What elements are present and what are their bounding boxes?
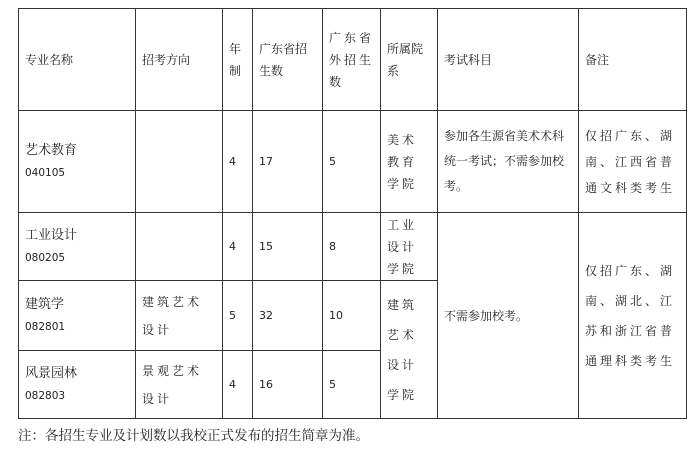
table-row	[19, 111, 687, 213]
header-major: 专业名称	[19, 9, 136, 111]
header-row	[19, 9, 687, 111]
major-code: 080205	[25, 251, 66, 264]
years-cell: 5	[223, 281, 253, 351]
header-exam: 考试科目	[438, 9, 579, 111]
major-cell	[19, 213, 136, 281]
remarks-cell: 仅招广东、湖南、湖北、江苏和浙江省普通理科类考生	[579, 213, 687, 419]
header-direction: 招考方向	[136, 9, 223, 111]
outside-quota-cell: 10	[323, 281, 381, 351]
direction-cell: 景观艺术设计	[136, 351, 223, 419]
gd-quota-cell: 16	[253, 351, 323, 419]
direction-cell	[136, 111, 223, 213]
gd-quota-cell: 15	[253, 213, 323, 281]
major-cell	[19, 351, 136, 419]
admission-table-frame	[18, 8, 686, 418]
footnote: 注：各招生专业及计划数以我校正式发布的招生简章为准。	[18, 428, 369, 444]
major-name: 艺术教育	[25, 142, 78, 158]
exam-cell: 不需参加校考。	[438, 213, 579, 419]
major-name: 风景园林	[25, 365, 78, 381]
outside-quota-cell: 5	[323, 351, 381, 419]
major-name: 工业设计	[25, 227, 78, 243]
major-code: 082803	[25, 389, 66, 402]
header-outside-quota: 广东省外招生数	[323, 9, 381, 111]
outside-quota-cell: 8	[323, 213, 381, 281]
years-cell: 4	[223, 213, 253, 281]
major-cell	[19, 281, 136, 351]
header-school: 所属院系	[381, 9, 438, 111]
school-cell: 工业设计学院	[381, 213, 438, 281]
school-cell: 美术教育学院	[381, 111, 438, 213]
header-remarks: 备注	[579, 9, 687, 111]
outside-quota-cell: 5	[323, 111, 381, 213]
header-gd-quota: 广东省招生数	[253, 9, 323, 111]
gd-quota-cell: 32	[253, 281, 323, 351]
major-name: 建筑学	[25, 296, 65, 312]
admission-table	[18, 8, 687, 419]
gd-quota-cell: 17	[253, 111, 323, 213]
direction-cell	[136, 213, 223, 281]
major-code: 082801	[25, 320, 66, 333]
table-row	[19, 213, 687, 281]
direction-cell: 建筑艺术设计	[136, 281, 223, 351]
school-cell: 建筑艺术设计学院	[381, 281, 438, 419]
exam-cell: 参加各生源省美术术科统一考试；不需参加校考。	[438, 111, 579, 213]
years-cell: 4	[223, 111, 253, 213]
major-code: 040105	[25, 166, 66, 179]
major-cell	[19, 111, 136, 213]
years-cell: 4	[223, 351, 253, 419]
header-years: 年制	[223, 9, 253, 111]
remarks-cell: 仅招广东、湖南、江西省普通文科类考生	[579, 111, 687, 213]
